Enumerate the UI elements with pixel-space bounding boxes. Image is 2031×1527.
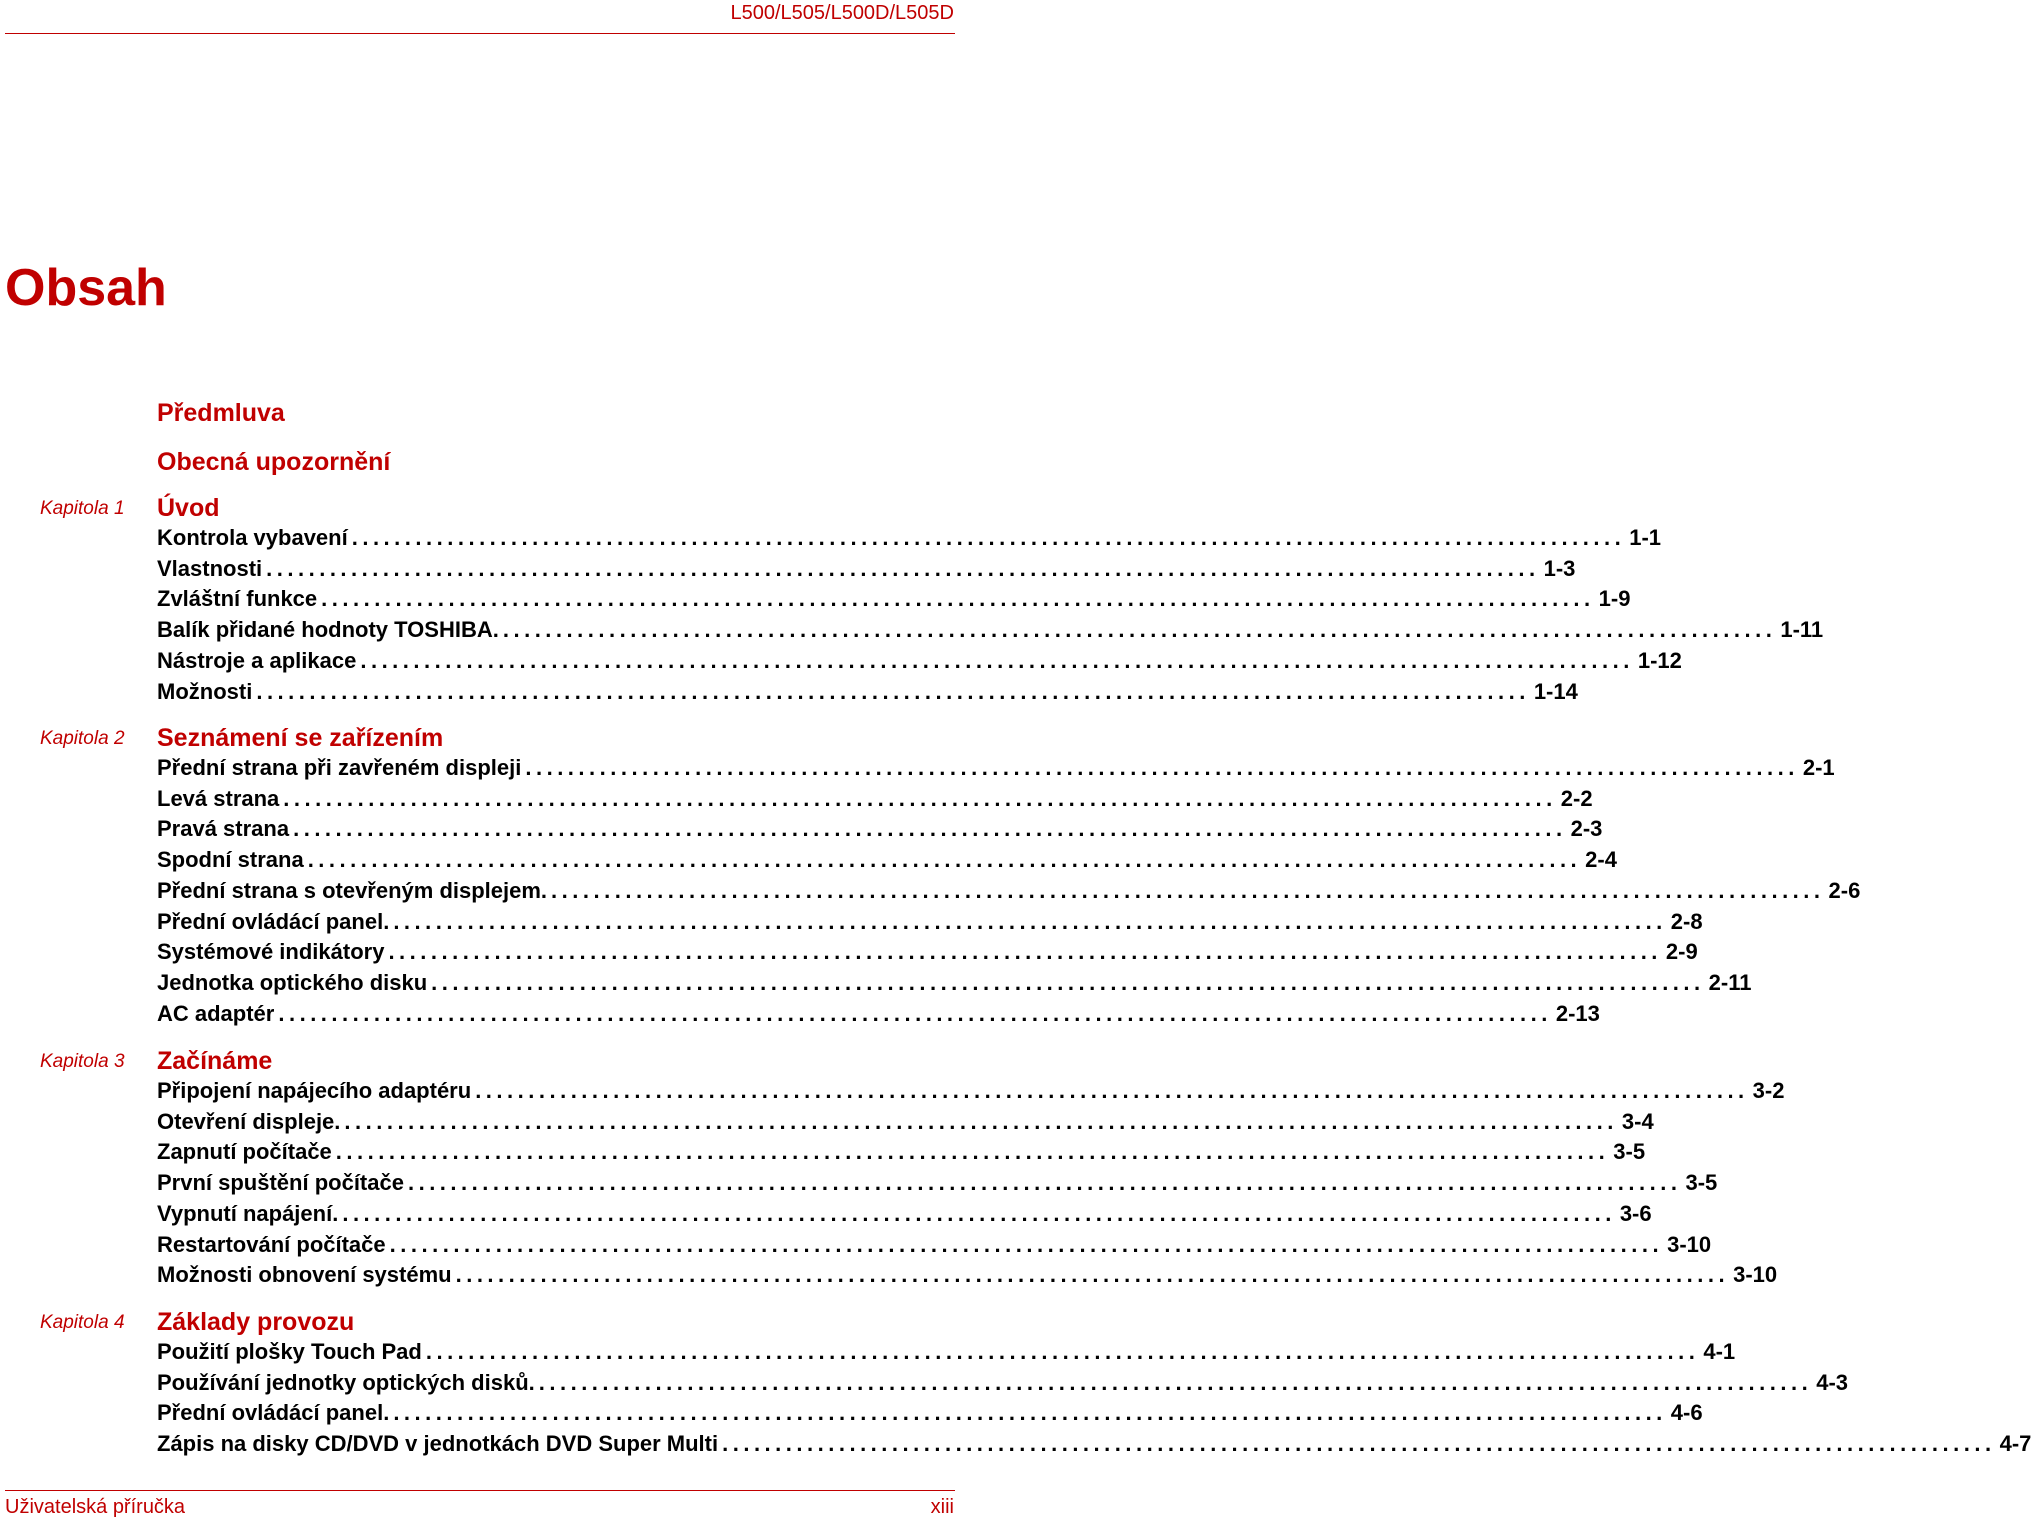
toc-entry-page: 1-14 — [1533, 678, 1578, 704]
dot-leader: ........................................................................................................................ — [266, 555, 1540, 581]
toc-entry[interactable] — [157, 784, 1593, 814]
toc-entry-title: Možnosti obnovení systému — [157, 1262, 452, 1288]
toc-entry-title: Přední strana s otevřeným displejem. — [157, 877, 548, 903]
toc-entry-page: 3-10 — [1733, 1262, 1778, 1288]
toc-entry-page: 1-3 — [1543, 555, 1576, 581]
toc-entry-title: Přední ovládácí panel. — [157, 908, 390, 934]
toc-entry[interactable] — [157, 968, 1752, 998]
toc-entry-page: 4-3 — [1816, 1369, 1849, 1395]
toc-entry-page: 2-11 — [1708, 969, 1752, 995]
toc-entry-page: 2-6 — [1828, 877, 1861, 903]
toc-entry-title: Zápis na disky CD/DVD v jednotkách DVD Super Multi — [157, 1431, 719, 1457]
toc-entry-title: Přední strana při zavřeném displeji — [157, 755, 522, 780]
dot-leader: ........................................................................................................................ — [283, 785, 1557, 811]
toc-entry-page: 4-1 — [1703, 1339, 1736, 1364]
toc-entry-title: Kontrola vybavení — [157, 525, 348, 550]
toc-entry-page: 2-8 — [1670, 908, 1703, 934]
toc-entry-page: 2-1 — [1802, 755, 1835, 780]
toc-entry-title: Přední ovládácí panel. — [157, 1400, 390, 1426]
toc-entry-page: 2-2 — [1560, 785, 1593, 811]
front-matter-general-warnings[interactable]: Obecná upozornění — [157, 448, 391, 476]
toc-entry-title: První spuštění počítače — [157, 1170, 404, 1196]
toc-entry-title: Restartování počítače — [157, 1231, 386, 1257]
dot-leader: ........................................................................................................................ — [389, 1231, 1664, 1257]
toc-entry[interactable] — [157, 753, 1835, 783]
toc-entry[interactable] — [157, 615, 1824, 645]
toc-entry-page: 2-4 — [1585, 847, 1617, 873]
dot-leader: ........................................................................................................................ — [551, 877, 1825, 903]
chapter-heading[interactable]: Seznámení se zařízením — [157, 724, 444, 752]
dot-leader: ........................................................................................................................ — [538, 1369, 1813, 1395]
toc-entry-page: 1-9 — [1598, 586, 1631, 612]
dot-leader: ........................................................................................................................ — [393, 908, 1667, 934]
dot-leader: ........................................................................................................................ — [388, 939, 1662, 965]
toc-entry-page: 2-9 — [1665, 939, 1698, 965]
dot-leader: ........................................................................................................................ — [722, 1431, 1996, 1457]
toc-entry-page: 3-2 — [1752, 1078, 1785, 1103]
toc-entry-page: 1-1 — [1629, 525, 1661, 550]
dot-leader: ........................................................................................................................ — [293, 816, 1567, 842]
toc-entry-page: 3-10 — [1667, 1231, 1712, 1257]
toc-entry-title: Systémové indikátory — [157, 939, 385, 965]
front-matter-preface[interactable]: Předmluva — [157, 399, 285, 427]
toc-entry-page: 2-13 — [1555, 1000, 1600, 1026]
toc-entry[interactable] — [157, 1076, 1785, 1106]
toc-entry[interactable] — [157, 1230, 1712, 1260]
toc-entry-page: 3-4 — [1621, 1108, 1654, 1134]
toc-entry[interactable] — [157, 1337, 1736, 1367]
dot-leader: ........................................................................................................................ — [278, 1000, 1552, 1026]
header-rule — [5, 33, 955, 34]
dot-leader: ........................................................................................................................ — [321, 586, 1595, 612]
chapter-heading[interactable]: Úvod — [157, 494, 220, 522]
toc-entry[interactable] — [157, 523, 1661, 553]
footer-manual-name: Uživatelská příručka — [5, 1496, 186, 1518]
toc-entry-title: Připojení napájecího adaptéru — [157, 1078, 472, 1103]
toc-entry-title: Balík přidané hodnoty TOSHIBA. — [157, 617, 499, 643]
dot-leader: ........................................................................................................................ — [351, 525, 1626, 550]
toc-entry[interactable] — [157, 907, 1703, 937]
toc-entry[interactable] — [157, 677, 1578, 707]
chapter-label: Kapitola 1 — [40, 498, 125, 519]
toc-entry[interactable] — [157, 1368, 1849, 1398]
dot-leader: ........................................................................................................................ — [502, 617, 1777, 643]
toc-entry[interactable] — [157, 876, 1861, 906]
chapter-heading[interactable]: Základy provozu — [157, 1308, 355, 1336]
dot-leader: ........................................................................................................................ — [342, 1200, 1616, 1226]
toc-entry-page: 1-12 — [1637, 647, 1682, 673]
chapter-label: Kapitola 4 — [40, 1312, 125, 1333]
toc-entry-title: Možnosti — [157, 678, 253, 704]
toc-entry[interactable] — [157, 1199, 1652, 1229]
dot-leader: ........................................................................................................................ — [393, 1400, 1667, 1426]
toc-entry-title: Nástroje a aplikace — [157, 647, 357, 673]
toc-entry-title: Vypnutí napájení. — [157, 1200, 339, 1226]
toc-entry[interactable] — [157, 1429, 2031, 1459]
toc-entry-title: Zvláštní funkce — [157, 586, 318, 612]
toc-entry[interactable] — [157, 1168, 1718, 1198]
toc-entry-title: Vlastnosti — [157, 555, 263, 581]
toc-entry-page: 4-6 — [1670, 1400, 1703, 1426]
chapter-heading[interactable]: Začínáme — [157, 1047, 273, 1075]
toc-entry-page: 1-11 — [1780, 617, 1824, 643]
toc-entry-page: 3-5 — [1685, 1170, 1718, 1196]
dot-leader: ........................................................................................................................ — [256, 678, 1530, 704]
dot-leader: ........................................................................................................................ — [455, 1262, 1730, 1288]
toc-entry-title: Použití plošky Touch Pad — [157, 1339, 422, 1364]
toc-entry[interactable] — [157, 646, 1682, 676]
toc-entry[interactable] — [157, 937, 1698, 967]
page-title: Obsah — [5, 259, 167, 317]
toc-entry-page: 2-3 — [1570, 816, 1603, 842]
dot-leader: ........................................................................................................................ — [360, 647, 1634, 673]
dot-leader: ........................................................................................................................ — [407, 1170, 1682, 1196]
chapter-label: Kapitola 3 — [40, 1051, 125, 1072]
toc-entry-title: Jednotka optického disku — [157, 969, 428, 995]
dot-leader: ........................................................................................................................ — [475, 1078, 1749, 1103]
toc-entry-page: 4-7 — [1999, 1431, 2031, 1457]
toc-entry[interactable] — [157, 1107, 1654, 1137]
dot-leader: ........................................................................................................................ — [425, 1339, 1700, 1364]
toc-entry-page: 3-6 — [1619, 1200, 1652, 1226]
toc-entry[interactable] — [157, 584, 1631, 614]
dot-leader: ........................................................................................................................ — [344, 1108, 1618, 1134]
dot-leader: ........................................................................................................................ — [335, 1139, 1610, 1165]
toc-entry-title: Spodní strana — [157, 847, 304, 873]
toc-entry[interactable] — [157, 1137, 1646, 1167]
toc-entry-title: Používání jednotky optických disků. — [157, 1369, 535, 1395]
toc-entry[interactable] — [157, 814, 1603, 844]
toc-entry-title: Zapnutí počítače — [157, 1139, 332, 1165]
toc-entry[interactable] — [157, 999, 1600, 1029]
dot-leader: ........................................................................................................................ — [307, 847, 1582, 873]
dot-leader: ........................................................................................................................ — [431, 969, 1705, 995]
dot-leader: ........................................................................................................................ — [525, 755, 1799, 780]
footer-rule — [5, 1490, 955, 1491]
toc-entry-title: Levá strana — [157, 785, 280, 811]
toc-entry[interactable] — [157, 1398, 1703, 1428]
toc-entry-page: 3-5 — [1613, 1139, 1646, 1165]
toc-entry[interactable] — [157, 554, 1576, 584]
toc-entry[interactable] — [157, 1260, 1778, 1290]
chapter-label: Kapitola 2 — [40, 728, 125, 749]
footer-page-number: xiii — [930, 1496, 954, 1518]
toc-entry-title: Pravá strana — [157, 816, 290, 842]
toc-entry-title: Otevření displeje. — [157, 1108, 341, 1134]
header-title: L500/L505/L500D/L505D — [730, 2, 954, 24]
toc-entry-title: AC adaptér — [157, 1000, 275, 1026]
toc-entry[interactable] — [157, 845, 1617, 875]
